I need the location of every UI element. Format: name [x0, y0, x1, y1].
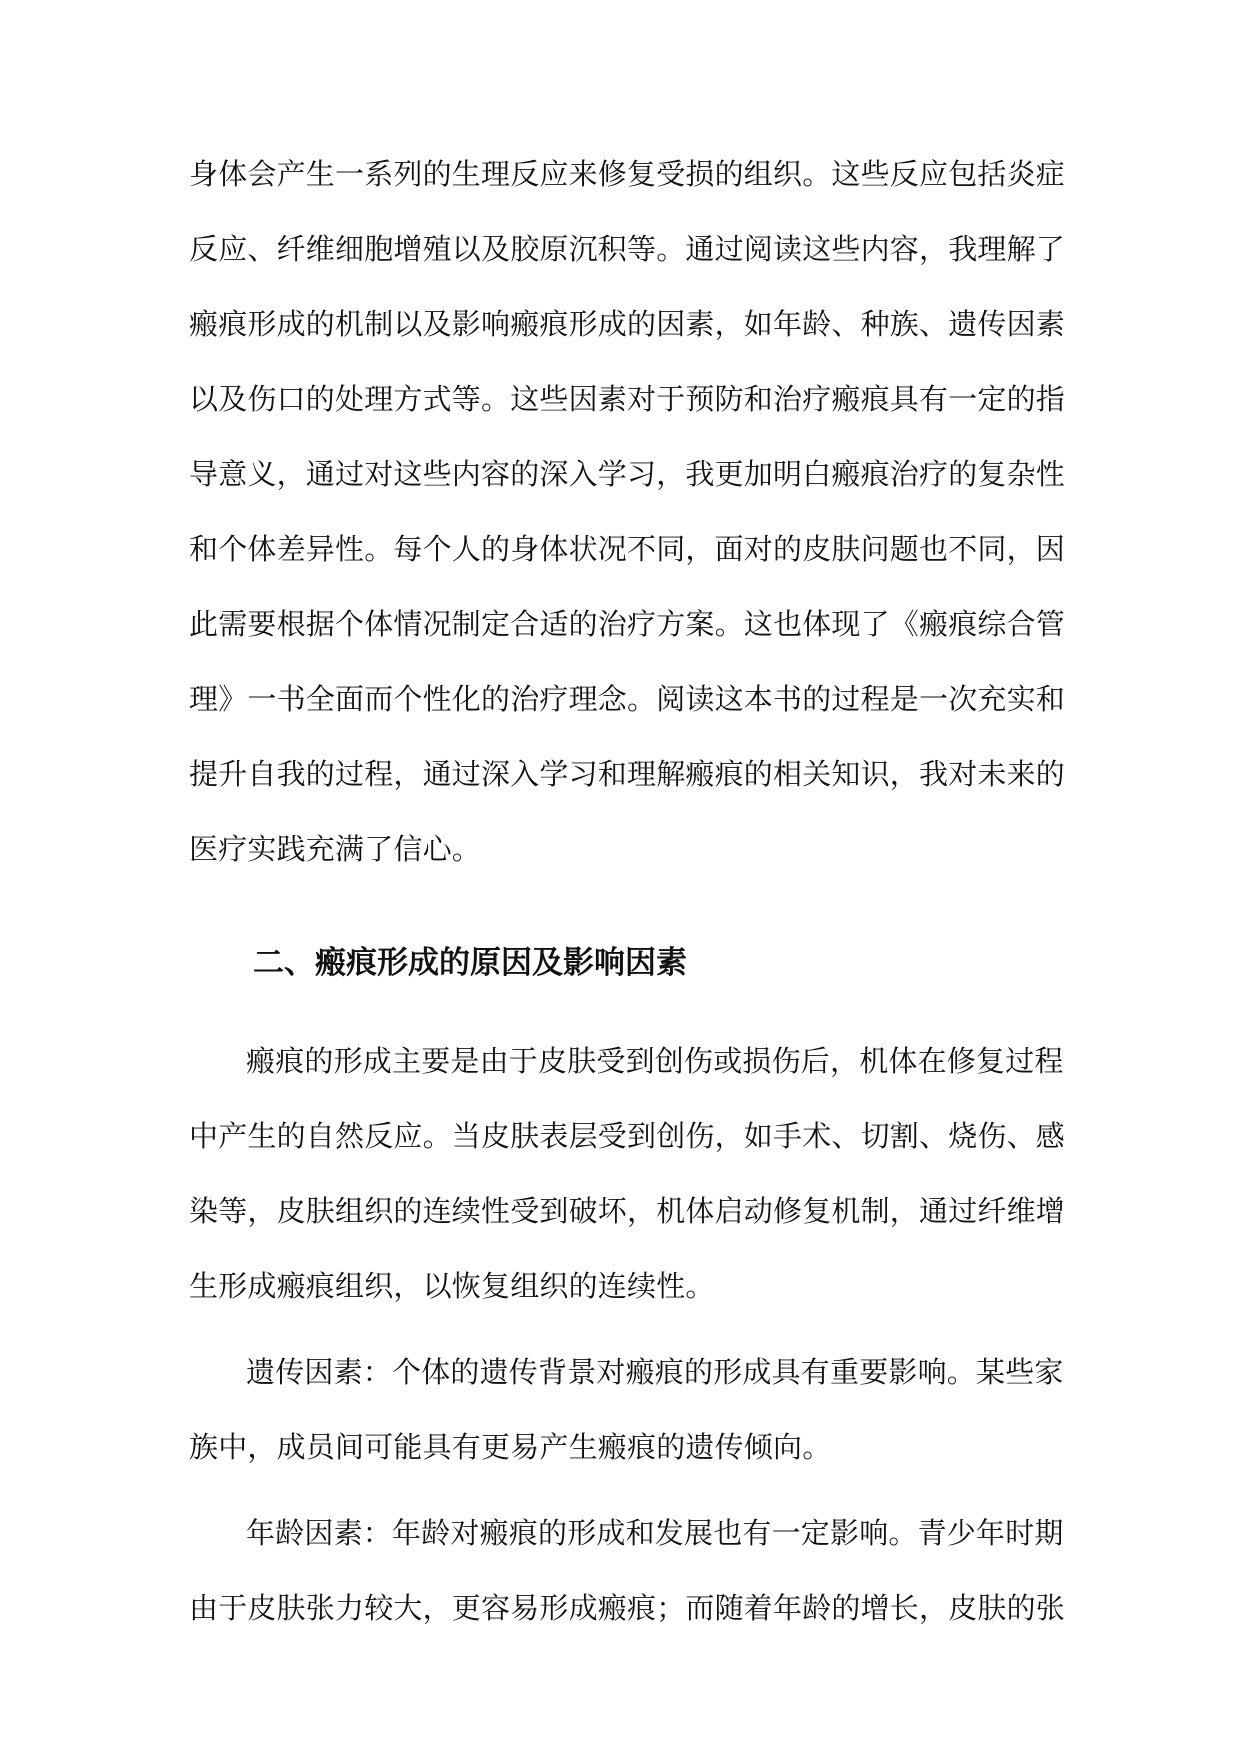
text-line: 生形成瘢痕组织，以恢复组织的连续性。: [189, 1269, 715, 1303]
paragraph-first-line: 瘢痕的形成主要是由于皮肤受到创伤或损伤后，机体在修复过程: [246, 1044, 1064, 1078]
text-line: 中产生的自然反应。当皮肤表层受到创伤，如手术、切割、烧伤、感: [189, 1119, 1066, 1153]
text-line: 染等，皮肤组织的连续性受到破坏，机体启动修复机制，通过纤维增: [189, 1194, 1066, 1228]
text-line: 和个体差异性。每个人的身体状况不同，面对的皮肤问题也不同，因: [189, 532, 1066, 566]
section-heading: 二、瘢痕形成的原因及影响因素: [253, 945, 687, 981]
text-line: 瘢痕形成的机制以及影响瘢痕形成的因素，如年龄、种族、遗传因素: [189, 307, 1066, 341]
text-line: 族中，成员间可能具有更易产生瘢痕的遗传倾向。: [189, 1430, 832, 1464]
text-line: 以及伤口的处理方式等。这些因素对于预防和治疗瘢痕具有一定的指: [189, 382, 1066, 416]
text-line: 医疗实践充满了信心。: [189, 832, 482, 866]
text-line: 导意义，通过对这些内容的深入学习，我更加明白瘢痕治疗的复杂性: [189, 457, 1066, 491]
paragraph-first-line: 遗传因素：个体的遗传背景对瘢痕的形成具有重要影响。某些家: [246, 1355, 1064, 1389]
text-line: 身体会产生一系列的生理反应来修复受损的组织。这些反应包括炎症: [189, 157, 1066, 191]
text-line: 反应、纤维细胞增殖以及胶原沉积等。通过阅读这些内容，我理解了: [189, 232, 1066, 266]
text-line: 此需要根据个体情况制定合适的治疗方案。这也体现了《瘢痕综合管: [189, 607, 1066, 641]
text-line: 提升自我的过程，通过深入学习和理解瘢痕的相关知识，我对未来的: [189, 757, 1066, 791]
text-line: 理》一书全面而个性化的治疗理念。阅读这本书的过程是一次充实和: [189, 682, 1066, 716]
paragraph-first-line: 年龄因素：年龄对瘢痕的形成和发展也有一定影响。青少年时期: [246, 1516, 1064, 1550]
text-line: 由于皮肤张力较大，更容易形成瘢痕；而随着年龄的增长，皮肤的张: [189, 1591, 1066, 1625]
